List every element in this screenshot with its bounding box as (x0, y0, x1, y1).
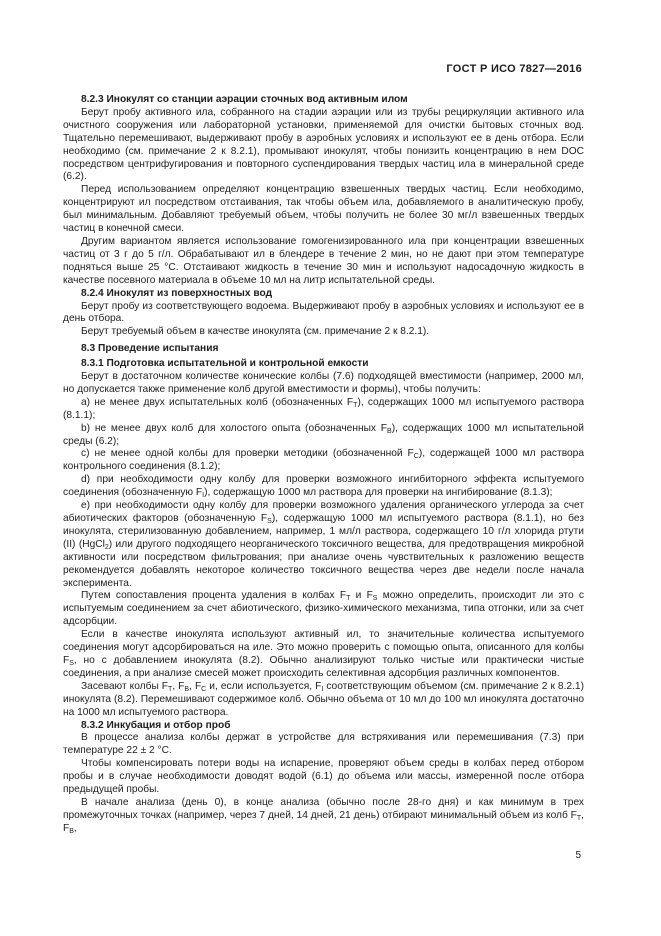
paragraph: Если в качестве инокулята используют активный ил, то значительные количества испытуемого соединения могут адсорбироваться на иле. Это можно проверить с помощью опыта, описанного для колбы $F_S$, но с добавлением инокулята (8.2). Обычно анализируют только чистые или практически чистые соединения, а при анализе смесей может происходить селективная адсорбция различных компонентов. (63, 629, 584, 679)
paragraph: Перед использованием определяют концентрацию взвешенных твердых частиц. Если необходимо, концентрируют ил посредством отстаивания, так чтобы объем ила, добавляемого в аналитическую пробу, был минимальным. Добавляют требуемый объем, чтобы получить не более 30 мг/л взвешенных твердых частиц в конечной смеси. (63, 184, 584, 235)
section-heading-8-2-3: 8.2.3 Инокулят со станции аэрации сточных вод активным илом (81, 94, 408, 105)
section-heading-8-2-4: 8.2.4 Инокулят из поверхностных вод (81, 287, 273, 299)
paragraph: В процессе анализа колбы держат в устройстве для встряхивания или перемешивания (7.3) при температуре 22 ± 2 °С. (63, 732, 584, 757)
standard-designation: ГОСТ Р ИСО 7827—2016 (446, 63, 582, 75)
list-item-e: e) при необходимости одну колбу для проверки возможного удаления органического углерода за счет абиотических факторов (обозначенную $F_S$), содержащую 1000 мл испытуемого раствора (8.1.1), но без инокулята, стерилизованную добавлением, например, 1 мл/л раствора, содержащего 10 г/л хлорида ртути (II) (HgCl$_2$) или другого подходящего неорганического токсичного вещества, для предотвращения микробной активности или посредством фильтрования; при анализе очень чувствительных к разложению веществ рекомендуется добавлять некоторое количество токсичного вещества через две недели после начала эксперимента. (63, 500, 584, 589)
list-item-a: а) не менее двух испытательных колб (обозначенных $F_T$), содержащих 1000 мл испытуемого раствора (8.1.1); (63, 396, 584, 421)
paragraph: Берут пробу из соответствующего водоема. Выдерживают пробу в аэробных условиях и используют ее в день отбора. (63, 300, 584, 325)
section-heading-8-3-1: 8.3.1 Подготовка испытательной и контрольной емкости (81, 358, 369, 370)
paragraph: Другим вариантом является использование гомогенизированного ила при концентрации взвешенных частиц от 3 г до 5 г/л. Обрабатывают ил в блендере в течение 2 мин, но не дают при этом температуре подняться выше 25 °С. Отстаивают жидкость в течение 30 мин и используют надосадочную жидкость в качестве посевного материала в объеме 10 мл на литр испытательной среды. (63, 235, 584, 286)
paragraph: Чтобы компенсировать потери воды на испарение, проверяют объем среды в колбах перед отбором пробы и в случае необходимости доводят водой (6.1) до объема или массы, измеренной после отбора предыдущей пробы. (63, 758, 584, 796)
list-item-b: b) не менее двух колб для холостого опыта (обозначенных $F_B$), содержащих 1000 мл испытательной среды (6.2); (63, 422, 584, 447)
paragraph: Берут требуемый объем в качестве инокулята (см. примечание 2 к 8.2.1). (81, 326, 430, 338)
list-item-d: d) при необходимости одну колбу для проверки возможного ингибиторного эффекта испытуемого соединения (обозначенную $F_I$), содержащую 1000 мл раствора для проверки на ингибирование (8.1.3); (63, 474, 584, 500)
paragraph: Берут пробу активного ила, собранного на стадии аэрации или из трубы рециркуляции активного ила очистного сооружения или лабораторной установки, применяемой для очистки бытовых сточных вод. Тщательно перемешивают, выдерживают пробу в аэробных условиях и используют ее в день отбора. Если необходимо (см. примечание 2 к 8.2.1), промывают инокулят, чтобы понизить концентрацию в нем DOC посредством центрифугирования и повторного суспендирования твердых частиц ила в минеральной среде (6.2). (63, 106, 584, 183)
paragraph: Берут в достаточном количестве конические колбы (7.6) подходящей вместимости (например, 2000 мл, но допускается также применение колб другой вместимости и формы), чтобы получить: (63, 371, 584, 395)
page-number: 5 (575, 850, 581, 861)
section-heading-8-3: 8.3 Проведение испытания (81, 343, 219, 355)
section-heading-8-3-2: 8.3.2 Инкубация и отбор проб (81, 719, 231, 731)
document-body (63, 94, 584, 836)
paragraph: Путем сопоставления процента удаления в колбах $F_T$ и $F_S$ можно определить, происходит ли это с испытуемым соединением за счет абиотического, физико-химического механизма, типа отгонки, или за счет адсорбции. (63, 590, 584, 628)
paragraph: В начале анализа (день 0), в конце анализа (обычно после 28-го дня) и как минимум в трех промежуточных точках (например, через 7 дней, 14 дней, 21 день) отбирают минимальный объем из колб $F_T$, $F_B$, (63, 796, 584, 835)
list-item-c: c) не менее одной колбы для проверки методики (обозначенной $F_C$), содержащей 1000 мл раствора контрольного соединения (8.1.2); (63, 448, 584, 473)
paragraph: Засевают колбы $F_T$, $F_B$, $F_C$ и, если используется, $F_I$ соответствующим объемом (см. примечание 2 к 8.2.1) инокулята (8.2). Перемешивают содержимое колб. Обычно объема от 10 мл до 100 мл инокулята достаточно на 1000 мл испытуемого раствора. (63, 680, 584, 718)
